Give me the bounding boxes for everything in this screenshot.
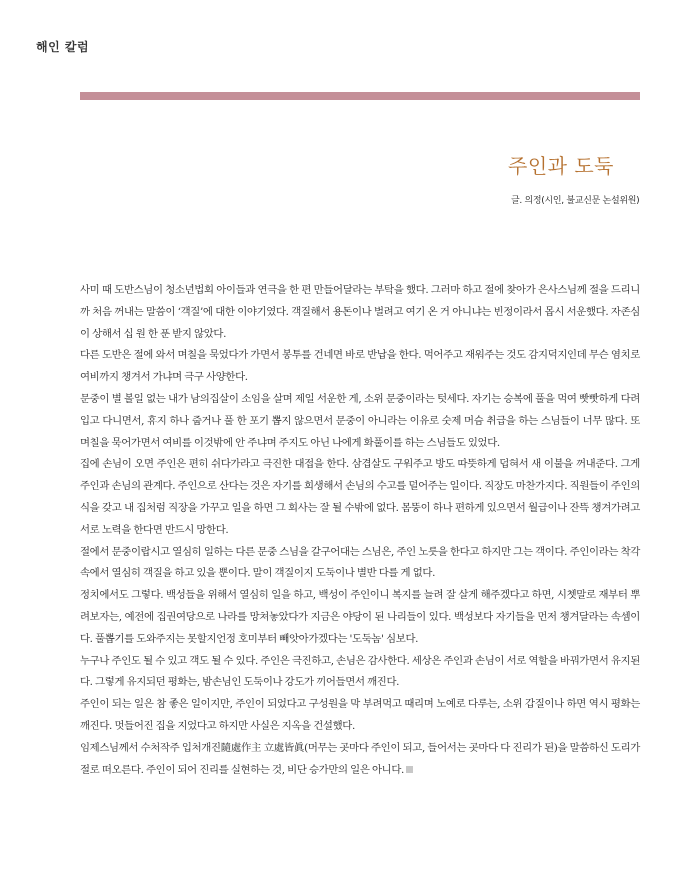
header-divider [80,92,640,100]
paragraph-9-text: 임제스님께서 수처작주 입처개진隨處作主 立處皆眞(머무는 곳마다 주인이 되고, 들어서는 곳마다 다 진리가 된)을 말씀하신 도리가 절로 떠오른다. 주인이 되어 진리를 실현하는 것, 비단 승가만의 일은 아니다. [80,741,640,776]
article-title: 주인과 도둑 [508,154,614,178]
paragraph-5: 절에서 문중이랍시고 열심히 일하는 다른 문중 스님을 갈구어대는 스님은, 주인 노릇을 한다고 하지만 그는 객이다. 주인이라는 착각 속에서 열심히 객질을 하고 있을 뿐이다. 말이 객질이지 도둑이나 별반 다를 게 없다. [80,545,640,580]
paragraph-4: 집에 손님이 오면 주인은 편히 쉬다가라고 극진한 대접을 한다. 삼겹살도 구워주고 방도 따뜻하게 덥혀서 새 이불을 꺼내준다. 그게 주인과 손님의 관계다. 주인으로 산다는 것은 자기를 희생해서 손님의 수고를 덜어주는 일이다. 직장도 마찬가지다. 직원들이 주인의식을 갖고 내 집처럼 직장을 가꾸고 일을 하면 그 회사는 잘 될 수밖에 없다. 몸뚱이 하나 편하게 있으면서 월급이나 잔뜩 챙겨가려고 서로 노력을 한다면 반드시 망한다. [80,458,640,536]
paragraph-1: 사미 때 도반스님이 청소년법회 아이들과 연극을 한 편 만들어달라는 부탁을 했다. 그러마 하고 절에 찾아가 은사스님께 절을 드리니까 처음 꺼내는 말씀이 ‘객질’에 대한 이야기였다. 객질해서 용돈이나 벌려고 여기 온 거 아니냐는 빈정이라서 몹시 서운했다. 자존심이 상해서 십 원 한 푼 받지 않았다. [80,284,640,340]
end-mark-icon [406,766,413,773]
paragraph-9 [80,738,640,782]
paragraph-6: 정치에서도 그렇다. 백성들을 위해서 열심히 일을 하고, 백성이 주인이니 복지를 늘려 잘 살게 해주겠다고 하면, 시쳇말로 재부터 뿌려보자는, 예전에 집권여당으로 나라를 망쳐놓았다가 지금은 야당이 된 나리들이 있다. 백성보다 자기들을 먼저 챙겨달라는 속셈이다. 풀뽑기를 도와주지는 못할지언정 호미부터 빼앗아가겠다는 '도둑놈' 심보다. [80,589,640,645]
paragraph-3: 문중이 별 볼일 없는 내가 남의집살이 소임을 살며 제일 서운한 게, 소위 문중이라는 텃세다. 자기는 승복에 풀을 먹여 빳빳하게 다려 입고 다니면서, 휴지 하나 줍거나 풀 한 포기 뽑지 않으면서 문중이 아니라는 이유로 숫제 머슴 취급을 하는 스님들이 너무 많다. 또 며칠을 묵어가면서 여비를 이것밖에 안 주냐며 주지도 아닌 나에게 화풀이를 하는 스님들도 있었다. [80,392,640,449]
article-byline: 글. 의정(시인, 불교신문 논설위원) [511,196,640,206]
paragraph-7: 누구나 주인도 될 수 있고 객도 될 수 있다. 주인은 극진하고, 손님은 감사한다. 세상은 주인과 손님이 서로 역할을 바꿔가면서 유지된다. 그렇게 유지되던 평화는, 밤손님인 도둑이나 강도가 끼어들면서 깨진다. [80,654,640,689]
paragraph-2: 다른 도반은 절에 와서 며칠을 묵었다가 가면서 봉투를 건네면 바로 반납을 한다. 먹어주고 재워주는 것도 감지덕지인데 무슨 염치로 여비까지 챙겨서 가냐며 극구 사양한다. [80,349,640,384]
paragraph-8: 주인이 되는 일은 참 좋은 일이지만, 주인이 되었다고 구성원을 막 부려먹고 때리며 노예로 다루는, 소위 갑질이나 하면 역시 평화는 깨진다. 멋들어진 집을 지었다고 하지만 사실은 지옥을 건설했다. [80,698,640,732]
article-body [80,280,640,781]
section-label: 해인 칼럼 [36,40,90,54]
